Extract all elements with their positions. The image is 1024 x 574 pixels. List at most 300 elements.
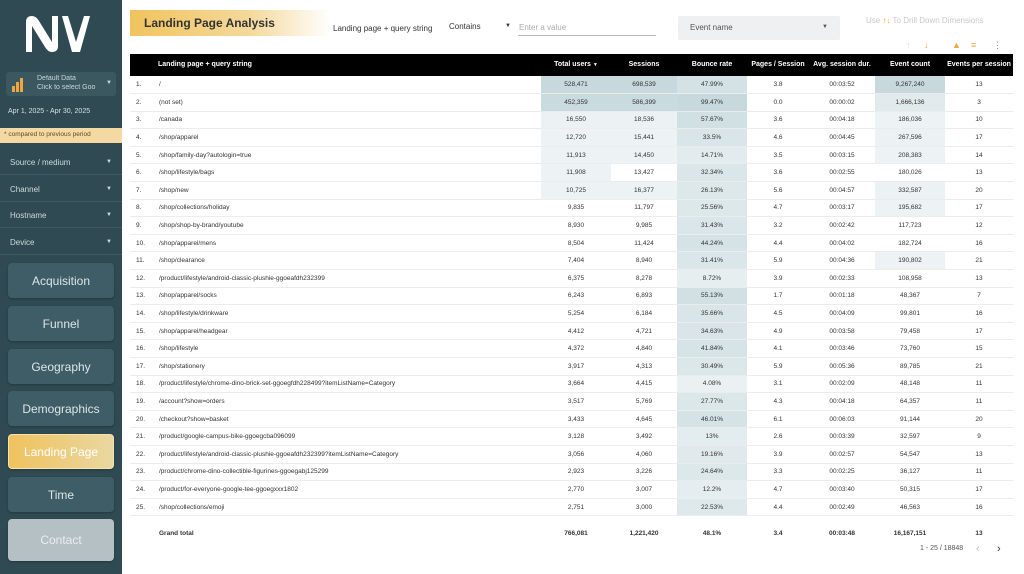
metric-cell: 4,412 xyxy=(541,322,611,340)
metric-cell: 3 xyxy=(945,94,1013,112)
metric-cell: 180,026 xyxy=(875,164,945,182)
row-index: 1. xyxy=(130,76,156,94)
landing-page-table xyxy=(130,54,1013,550)
metric-cell: 91,144 xyxy=(875,410,945,428)
table-row[interactable] xyxy=(130,217,1013,235)
row-index: 17. xyxy=(130,358,156,376)
metric-cell: 00:04:18 xyxy=(809,111,875,129)
metric-cell: 4.4 xyxy=(747,498,809,516)
metric-cell: 13 xyxy=(945,76,1013,94)
comparison-note: * compared to previous period xyxy=(0,128,122,143)
next-page-icon[interactable]: › xyxy=(997,543,1001,555)
metric-cell: 6,243 xyxy=(541,287,611,305)
table-row[interactable] xyxy=(130,287,1013,305)
metric-cell: 4,645 xyxy=(611,410,677,428)
brand-logo xyxy=(22,12,92,56)
metric-cell: 13% xyxy=(677,428,747,446)
row-index: 8. xyxy=(130,199,156,217)
metric-cell: 9,985 xyxy=(611,217,677,235)
row-index: 16. xyxy=(130,340,156,358)
metric-cell: 3.8 xyxy=(747,76,809,94)
metric-cell: 3.6 xyxy=(747,164,809,182)
more-options-icon[interactable]: ⋮ xyxy=(993,40,1002,50)
table-row[interactable] xyxy=(130,410,1013,428)
metric-cell: 00:04:18 xyxy=(809,393,875,411)
metric-cell: 55.13% xyxy=(677,287,747,305)
metric-cell: 2,923 xyxy=(541,463,611,481)
table-row[interactable] xyxy=(130,270,1013,288)
landing-page-cell: /product/for-everyone-google-tee-ggoegxxx1802 xyxy=(156,481,541,499)
metric-cell: 17 xyxy=(945,199,1013,217)
pagination-label: 1 - 25 / 18848 xyxy=(920,545,964,552)
metric-cell: 31.41% xyxy=(677,252,747,270)
metric-cell: 267,596 xyxy=(875,129,945,147)
chevron-down-icon: ▼ xyxy=(106,239,112,245)
landing-page-cell: /product/google-campus-bike-ggoegcba096099 xyxy=(156,428,541,446)
table-row[interactable] xyxy=(130,340,1013,358)
metric-cell: 7,404 xyxy=(541,252,611,270)
data-source-selector[interactable] xyxy=(6,72,116,96)
nav-funnel[interactable]: Funnel xyxy=(8,306,114,341)
metric-cell: 2,751 xyxy=(541,498,611,516)
row-index: 2. xyxy=(130,94,156,112)
landing-page-cell: /canada xyxy=(156,111,541,129)
table-row[interactable] xyxy=(130,375,1013,393)
filter-value-input[interactable] xyxy=(518,20,656,36)
metric-cell: 208,383 xyxy=(875,146,945,164)
caret-down-icon: ▼ xyxy=(822,24,828,30)
table-row[interactable] xyxy=(130,234,1013,252)
filter-label: Landing page + query string xyxy=(333,24,433,33)
metric-cell: 190,802 xyxy=(875,252,945,270)
filter-icon[interactable]: ≡ xyxy=(971,40,977,50)
landing-page-cell: /shop/shop-by-brand/youtube xyxy=(156,217,541,235)
nav-geography[interactable]: Geography xyxy=(8,349,114,384)
metric-cell: 186,036 xyxy=(875,111,945,129)
metric-cell: 14,450 xyxy=(611,146,677,164)
row-index: 23. xyxy=(130,463,156,481)
metric-cell: 5,769 xyxy=(611,393,677,411)
metric-cell: 117,723 xyxy=(875,217,945,235)
table-row[interactable] xyxy=(130,498,1013,516)
row-index: 5. xyxy=(130,146,156,164)
metric-cell: 00:03:15 xyxy=(809,146,875,164)
table-row[interactable] xyxy=(130,463,1013,481)
sidebar xyxy=(0,0,122,574)
metric-cell: 00:03:46 xyxy=(809,340,875,358)
metric-cell: 8,278 xyxy=(611,270,677,288)
metric-cell: 4,721 xyxy=(611,322,677,340)
row-index: 18. xyxy=(130,375,156,393)
metric-cell: 8,940 xyxy=(611,252,677,270)
row-index: 19. xyxy=(130,393,156,411)
landing-page-cell: /shop/apparel/socks xyxy=(156,287,541,305)
metric-cell: 4.08% xyxy=(677,375,747,393)
metric-cell: 64,357 xyxy=(875,393,945,411)
metric-cell: 00:02:49 xyxy=(809,498,875,516)
metric-cell: 13 xyxy=(945,445,1013,463)
sort-desc-icon: ▼ xyxy=(592,62,598,68)
table-row[interactable] xyxy=(130,252,1013,270)
filter-channel[interactable]: Channel ▼ xyxy=(0,178,122,202)
metric-cell: 19.16% xyxy=(677,445,747,463)
metric-cell: 25.56% xyxy=(677,199,747,217)
metric-cell: 11 xyxy=(945,393,1013,411)
grand-total-value: 13 xyxy=(975,529,983,537)
metric-cell: 3.1 xyxy=(747,375,809,393)
table-row[interactable] xyxy=(130,94,1013,112)
metric-cell: 16 xyxy=(945,305,1013,323)
metric-cell: 21 xyxy=(945,252,1013,270)
metric-cell: 3,056 xyxy=(541,445,611,463)
landing-page-cell: (not set) xyxy=(156,94,541,112)
metric-cell: 89,785 xyxy=(875,358,945,376)
chevron-down-icon: ▼ xyxy=(106,159,112,165)
metric-cell: 00:03:58 xyxy=(809,322,875,340)
col-sessions[interactable]: Sessions xyxy=(611,54,677,76)
metric-cell: 12,720 xyxy=(541,129,611,147)
metric-cell: 47.99% xyxy=(677,76,747,94)
metric-cell: 00:04:57 xyxy=(809,182,875,200)
metric-cell: 44.24% xyxy=(677,234,747,252)
metric-cell: 528,471 xyxy=(541,76,611,94)
metric-cell: 00:02:42 xyxy=(809,217,875,235)
metric-cell: 4,840 xyxy=(611,340,677,358)
metric-cell: 15 xyxy=(945,340,1013,358)
row-index: 25. xyxy=(130,498,156,516)
grand-total-value: 766,081 xyxy=(564,529,588,537)
grand-total-value: 1,221,420 xyxy=(629,529,659,537)
metric-cell: 00:04:45 xyxy=(809,129,875,147)
metric-cell: 79,458 xyxy=(875,322,945,340)
metric-cell: 3,128 xyxy=(541,428,611,446)
row-index: 14. xyxy=(130,305,156,323)
landing-page-cell: /product/lifestyle/android-classic-plushie-ggoeafdh232399 xyxy=(156,270,541,288)
metric-cell: 46,563 xyxy=(875,498,945,516)
landing-page-cell: /shop/new xyxy=(156,182,541,200)
table-row[interactable] xyxy=(130,129,1013,147)
nav-landing-page[interactable]: Landing Page xyxy=(8,434,114,469)
metric-cell: 4,372 xyxy=(541,340,611,358)
landing-page-cell: /shop/apparel/headgear xyxy=(156,322,541,340)
grand-total-value: 00:03:48 xyxy=(828,529,856,537)
table-row[interactable] xyxy=(130,305,1013,323)
metric-cell: 4.4 xyxy=(747,234,809,252)
table-row[interactable] xyxy=(130,199,1013,217)
metric-cell: 3.3 xyxy=(747,463,809,481)
metric-cell: 4,060 xyxy=(611,445,677,463)
chevron-down-icon: ▼ xyxy=(106,186,112,192)
metric-cell: 20 xyxy=(945,410,1013,428)
metric-cell: 32.34% xyxy=(677,164,747,182)
metric-cell: 14.71% xyxy=(677,146,747,164)
metric-cell: 00:03:39 xyxy=(809,428,875,446)
metric-cell: 3.5 xyxy=(747,146,809,164)
metric-cell: 4.5 xyxy=(747,305,809,323)
drill-up-icon[interactable]: ↑ xyxy=(906,40,911,50)
prev-page-icon[interactable]: ‹ xyxy=(976,543,980,555)
landing-page-cell: /product/lifestyle/android-classic-plushie-ggoeafdh232399?itemListName=Category xyxy=(156,445,541,463)
metric-cell: 4.1 xyxy=(747,340,809,358)
metric-cell: 9,835 xyxy=(541,199,611,217)
metric-cell: 21 xyxy=(945,358,1013,376)
metric-cell: 3.2 xyxy=(747,217,809,235)
landing-page-cell: /shop/lifestyle xyxy=(156,340,541,358)
match-type-select[interactable]: Contains ▼ xyxy=(449,22,511,31)
metric-cell: 6.1 xyxy=(747,410,809,428)
metric-cell: 00:04:02 xyxy=(809,234,875,252)
metric-cell: 17 xyxy=(945,129,1013,147)
metric-cell: 73,760 xyxy=(875,340,945,358)
metric-cell: 3,433 xyxy=(541,410,611,428)
metric-cell: 11 xyxy=(945,463,1013,481)
metric-cell: 18,536 xyxy=(611,111,677,129)
metric-cell: 00:03:52 xyxy=(809,76,875,94)
col-landing-page[interactable]: Landing page + query string xyxy=(156,54,541,76)
metric-cell: 30.49% xyxy=(677,358,747,376)
metric-cell: 10,725 xyxy=(541,182,611,200)
table-row[interactable] xyxy=(130,164,1013,182)
table-row[interactable] xyxy=(130,393,1013,411)
metric-cell: 4,415 xyxy=(611,375,677,393)
metric-cell: 1.7 xyxy=(747,287,809,305)
grand-total-label: Grand total xyxy=(159,529,194,537)
metric-cell: 11,913 xyxy=(541,146,611,164)
metric-cell: 41.84% xyxy=(677,340,747,358)
metric-cell: 108,958 xyxy=(875,270,945,288)
metric-cell: 33.5% xyxy=(677,129,747,147)
table-row[interactable] xyxy=(130,182,1013,200)
metric-cell: 5.6 xyxy=(747,182,809,200)
metric-cell: 9 xyxy=(945,428,1013,446)
metric-cell: 8,930 xyxy=(541,217,611,235)
row-index: 12. xyxy=(130,270,156,288)
metric-cell: 3.9 xyxy=(747,270,809,288)
row-index: 9. xyxy=(130,217,156,235)
metric-cell: 0.0 xyxy=(747,94,809,112)
metric-cell: 00:01:18 xyxy=(809,287,875,305)
metric-cell: 6,893 xyxy=(611,287,677,305)
metric-cell: 16 xyxy=(945,498,1013,516)
chevron-down-icon: ▼ xyxy=(106,212,112,218)
row-index: 21. xyxy=(130,428,156,446)
metric-cell: 54,547 xyxy=(875,445,945,463)
date-range-picker[interactable]: Apr 1, 2025 - Apr 30, 2025 xyxy=(8,108,91,115)
metric-cell: 32,597 xyxy=(875,428,945,446)
landing-page-cell: /shop/family-day?autologin=true xyxy=(156,146,541,164)
metric-cell: 11,797 xyxy=(611,199,677,217)
data-source-name: Default Data xyxy=(37,75,76,82)
metric-cell: 11,908 xyxy=(541,164,611,182)
metric-cell: 182,724 xyxy=(875,234,945,252)
metric-cell: 4,313 xyxy=(611,358,677,376)
metric-cell: 12 xyxy=(945,217,1013,235)
metric-cell: 00:02:57 xyxy=(809,445,875,463)
landing-page-cell: /account?show=orders xyxy=(156,393,541,411)
metric-cell: 5.9 xyxy=(747,252,809,270)
metric-cell: 31.43% xyxy=(677,217,747,235)
metric-cell: 4.7 xyxy=(747,199,809,217)
metric-cell: 57.67% xyxy=(677,111,747,129)
metric-cell: 7 xyxy=(945,287,1013,305)
landing-page-cell: /shop/apparel/mens xyxy=(156,234,541,252)
landing-page-cell: /product/lifestyle/chrome-dino-brick-set-ggoegfdh228499?itemListName=Category xyxy=(156,375,541,393)
metric-cell: 00:02:09 xyxy=(809,375,875,393)
metric-cell: 17 xyxy=(945,481,1013,499)
metric-cell: 00:03:17 xyxy=(809,199,875,217)
data-source-hint: Click to select Goo xyxy=(37,84,96,91)
contact-button[interactable]: Contact xyxy=(8,519,114,561)
metric-cell: 6,184 xyxy=(611,305,677,323)
filter-source-medium[interactable]: Source / medium ▼ xyxy=(0,151,122,175)
nav-acquisition[interactable]: Acquisition xyxy=(8,263,114,298)
metric-cell: 9,267,240 xyxy=(875,76,945,94)
metric-cell: 2,770 xyxy=(541,481,611,499)
row-index: 15. xyxy=(130,322,156,340)
metric-cell: 3.9 xyxy=(747,445,809,463)
metric-cell: 586,399 xyxy=(611,94,677,112)
metric-cell: 3,007 xyxy=(611,481,677,499)
grand-total-value: 48.1% xyxy=(702,529,722,537)
page-title: Landing Page Analysis xyxy=(144,16,275,30)
col-events-per-session[interactable]: Events per session xyxy=(945,54,1013,76)
metric-cell: 2.6 xyxy=(747,428,809,446)
row-index: 20. xyxy=(130,410,156,428)
metric-cell: 11,424 xyxy=(611,234,677,252)
metric-cell: 8,504 xyxy=(541,234,611,252)
filter-device[interactable]: Device ▼ xyxy=(0,231,122,255)
metric-cell: 48,367 xyxy=(875,287,945,305)
metric-cell: 20 xyxy=(945,182,1013,200)
nav-demographics[interactable]: Demographics xyxy=(8,391,114,426)
metric-cell: 698,539 xyxy=(611,76,677,94)
metric-cell: 00:04:36 xyxy=(809,252,875,270)
landing-page-cell: /shop/collections/holiday xyxy=(156,199,541,217)
row-index: 7. xyxy=(130,182,156,200)
metric-cell: 12.2% xyxy=(677,481,747,499)
metric-cell: 00:04:09 xyxy=(809,305,875,323)
metric-cell: 46.01% xyxy=(677,410,747,428)
row-index: 22. xyxy=(130,445,156,463)
col-bounce-rate[interactable]: Bounce rate xyxy=(677,54,747,76)
metric-cell: 3,492 xyxy=(611,428,677,446)
col-pages-per-session[interactable]: Pages / Session xyxy=(747,54,809,76)
metric-cell: 99.47% xyxy=(677,94,747,112)
metric-cell: 5.9 xyxy=(747,358,809,376)
metric-cell: 34.63% xyxy=(677,322,747,340)
landing-page-cell: /shop/stationery xyxy=(156,358,541,376)
landing-page-cell: /product/chrome-dino-collectible-figurines-ggoegabj125299 xyxy=(156,463,541,481)
metric-cell: 1,666,136 xyxy=(875,94,945,112)
metric-cell: 36,127 xyxy=(875,463,945,481)
metric-cell: 4.7 xyxy=(747,481,809,499)
metric-cell: 13,427 xyxy=(611,164,677,182)
event-name-select[interactable]: Event name ▼ xyxy=(678,16,840,40)
metric-cell: 16,377 xyxy=(611,182,677,200)
metric-cell: 00:03:40 xyxy=(809,481,875,499)
filter-hostname[interactable]: Hostname ▼ xyxy=(0,204,122,228)
row-index: 3. xyxy=(130,111,156,129)
metric-cell: 6,375 xyxy=(541,270,611,288)
landing-page-cell: /shop/apparel xyxy=(156,129,541,147)
metric-cell: 3,517 xyxy=(541,393,611,411)
drill-down-hint: Use ↑↓ To Drill Down Dimensions xyxy=(866,16,984,25)
metric-cell: 4.9 xyxy=(747,322,809,340)
metric-cell: 5,254 xyxy=(541,305,611,323)
table-row[interactable] xyxy=(130,445,1013,463)
table-row[interactable] xyxy=(130,322,1013,340)
metric-cell: 99,801 xyxy=(875,305,945,323)
grand-total-row xyxy=(130,516,1013,550)
row-index: 13. xyxy=(130,287,156,305)
metric-cell: 10 xyxy=(945,111,1013,129)
drill-down-icon[interactable]: ↓ xyxy=(924,40,929,50)
landing-page-cell: /shop/lifestyle/bags xyxy=(156,164,541,182)
metric-cell: 452,359 xyxy=(541,94,611,112)
landing-page-cell: /checkout?show=basket xyxy=(156,410,541,428)
metric-cell: 15,441 xyxy=(611,129,677,147)
landing-page-cell: /shop/lifestyle/drinkware xyxy=(156,305,541,323)
metric-cell: 4.6 xyxy=(747,129,809,147)
metric-cell: 332,587 xyxy=(875,182,945,200)
metric-cell: 22.53% xyxy=(677,498,747,516)
metric-cell: 50,315 xyxy=(875,481,945,499)
row-index: 4. xyxy=(130,129,156,147)
metric-cell: 00:06:03 xyxy=(809,410,875,428)
table-row[interactable] xyxy=(130,481,1013,499)
metric-cell: 00:00:02 xyxy=(809,94,875,112)
metric-cell: 11 xyxy=(945,375,1013,393)
metric-cell: 3,226 xyxy=(611,463,677,481)
metric-cell: 16 xyxy=(945,234,1013,252)
row-index: 6. xyxy=(130,164,156,182)
nav-time[interactable]: Time xyxy=(8,477,114,512)
metric-cell: 14 xyxy=(945,146,1013,164)
metric-cell: 195,682 xyxy=(875,199,945,217)
metric-cell: 8.72% xyxy=(677,270,747,288)
caret-down-icon: ▼ xyxy=(505,23,511,29)
row-index: 11. xyxy=(130,252,156,270)
landing-page-cell: / xyxy=(156,76,541,94)
col-total-users[interactable]: Total users ▼ xyxy=(541,54,611,76)
table-row[interactable] xyxy=(130,428,1013,446)
landing-page-cell: /shop/collections/emoji xyxy=(156,498,541,516)
drill-arrows-icon: ↑↓ xyxy=(882,16,891,25)
table-row[interactable] xyxy=(130,76,1013,94)
metric-cell: 16,550 xyxy=(541,111,611,129)
metric-cell: 00:02:55 xyxy=(809,164,875,182)
metric-cell: 3.6 xyxy=(747,111,809,129)
warning-icon[interactable]: ▲ xyxy=(952,40,961,50)
table-row[interactable] xyxy=(130,111,1013,129)
table-row[interactable] xyxy=(130,358,1013,376)
row-index: 10. xyxy=(130,234,156,252)
table-row[interactable] xyxy=(130,146,1013,164)
metric-cell: 26.13% xyxy=(677,182,747,200)
grand-total-value: 3.4 xyxy=(773,529,783,537)
metric-cell: 27.77% xyxy=(677,393,747,411)
metric-cell: 3,000 xyxy=(611,498,677,516)
page-title-bar xyxy=(130,10,330,36)
landing-page-cell: /shop/clearance xyxy=(156,252,541,270)
bar-chart-icon xyxy=(12,76,26,92)
chevron-down-icon: ▼ xyxy=(106,80,112,86)
col-avg-session-duration[interactable]: Avg. session dur. xyxy=(809,54,875,76)
metric-cell: 24.64% xyxy=(677,463,747,481)
metric-cell: 35.66% xyxy=(677,305,747,323)
metric-cell: 00:02:33 xyxy=(809,270,875,288)
col-event-count[interactable]: Event count xyxy=(875,54,945,76)
